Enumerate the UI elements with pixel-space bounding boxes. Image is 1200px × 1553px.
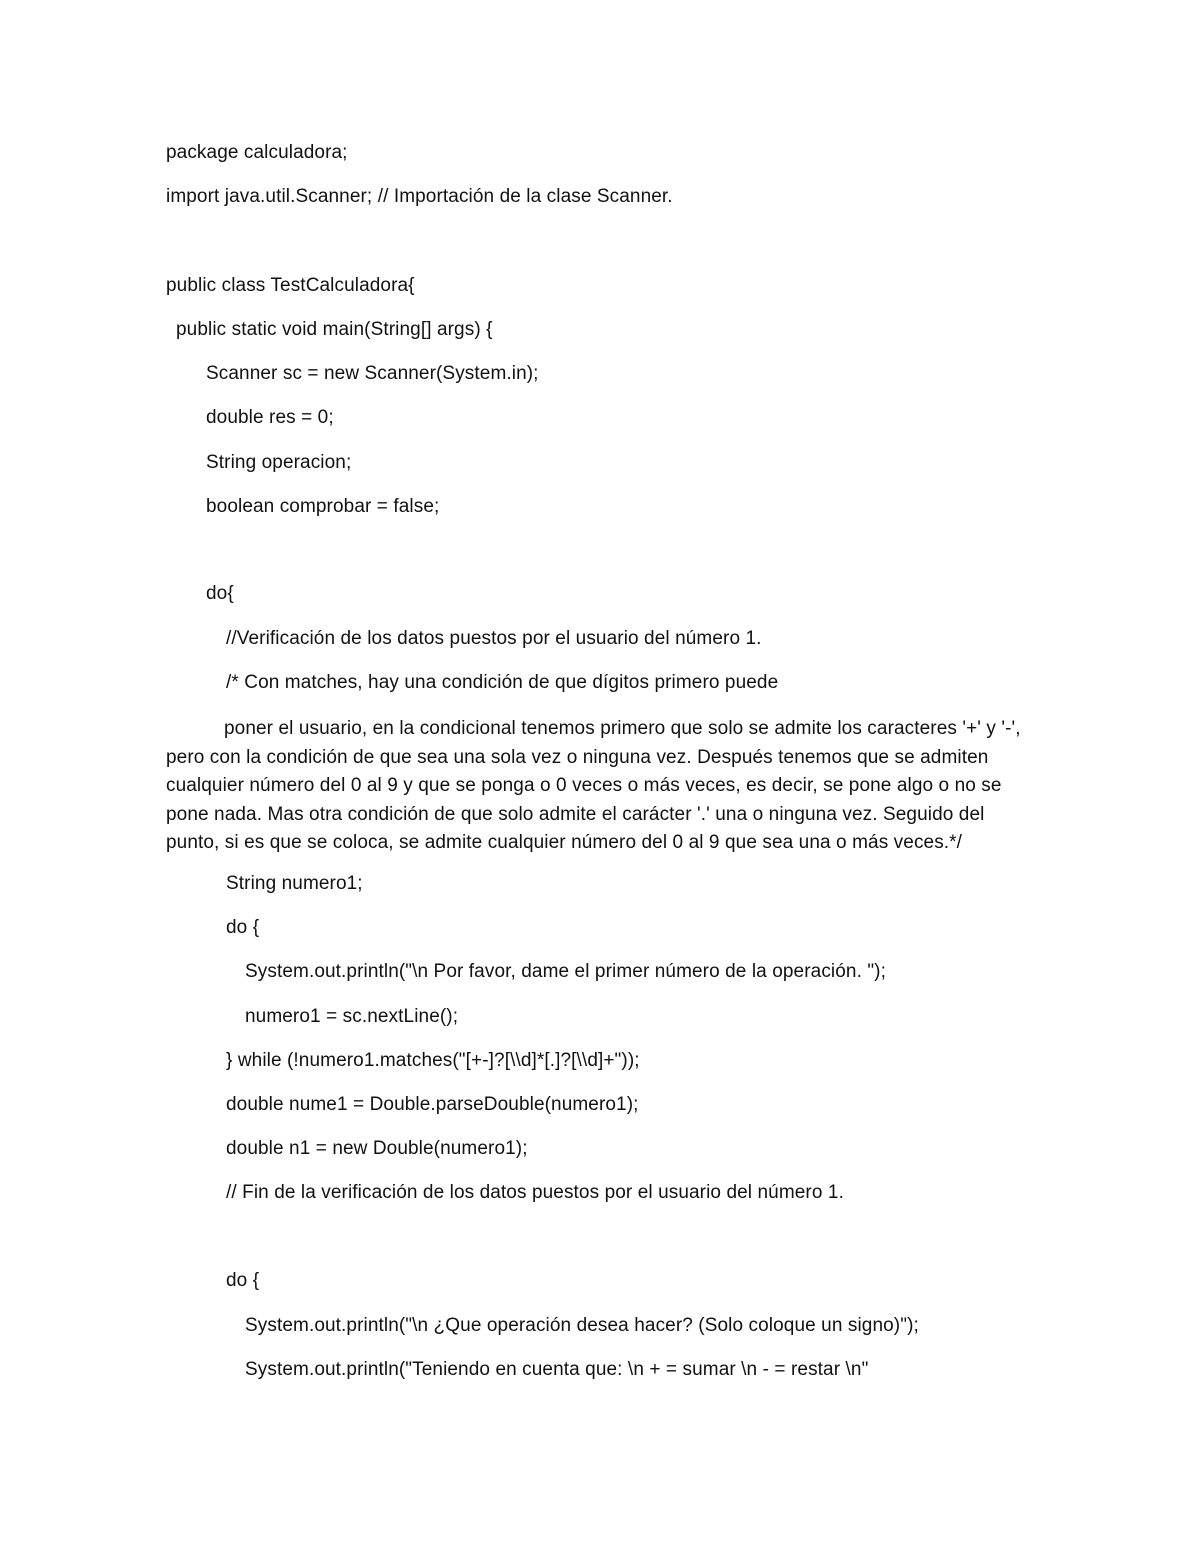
code-line-string-operacion: String operacion; [206,452,352,473]
code-line-nextline: numero1 = sc.nextLine(); [245,1006,459,1027]
code-line-new-double: double n1 = new Double(numero1); [226,1138,528,1159]
code-line-do-outer: do{ [206,583,234,604]
code-line-println-operation: System.out.println("\n ¿Que operación desea hacer? (Solo coloque un signo)"); [245,1315,919,1336]
code-line-scanner: Scanner sc = new Scanner(System.in); [206,363,539,384]
code-line-string-numero1: String numero1; [226,873,363,894]
code-line-class-declaration: public class TestCalculadora{ [166,275,415,296]
code-line-package: package calculadora; [166,142,348,163]
code-line-double-res: double res = 0; [206,407,334,428]
code-line-println-instructions: System.out.println("Teniendo en cuenta que: \n + = sumar \n - = restar \n" [245,1359,869,1380]
code-line-do-operation: do { [226,1270,260,1291]
comment-paragraph: poner el usuario, en la condicional tenemos primero que solo se admite los caracteres '+' y '-', pero con la condición de que sea una sola vez o ninguna vez. Después tenemos que se admiten cualquier número del 0 al 9 y que se ponga o 0 veces o más veces, es decir, se pone algo o no se pone nada. Mas otra condición de que solo admite el carácter '.' una o ninguna vez. Seguido del punto, si es que se coloca, se admite cualquier número del 0 al 9 que sea una o más veces.*/ [166,718,1021,853]
code-line-do-inner: do { [226,917,260,938]
code-line-while-matches: } while (!numero1.matches("[+-]?[\\d]*[.]?[\\d]+")); [226,1050,640,1071]
code-line-parse-double: double nume1 = Double.parseDouble(numero1); [226,1094,639,1115]
code-line-comment-end-verification: // Fin de la verificación de los datos puestos por el usuario del número 1. [226,1182,844,1203]
code-line-main-method: public static void main(String[] args) { [176,319,493,340]
code-line-boolean-comprobar: boolean comprobar = false; [206,496,440,517]
code-line-import: import java.util.Scanner; // Importación de la clase Scanner. [166,186,673,207]
code-line-comment-verification: //Verificación de los datos puestos por el usuario del número 1. [226,628,762,649]
code-line-comment-start: /* Con matches, hay una condición de que dígitos primero puede [226,672,779,693]
code-line-println-first-number: System.out.println("\n Por favor, dame el primer número de la operación. "); [245,961,886,982]
